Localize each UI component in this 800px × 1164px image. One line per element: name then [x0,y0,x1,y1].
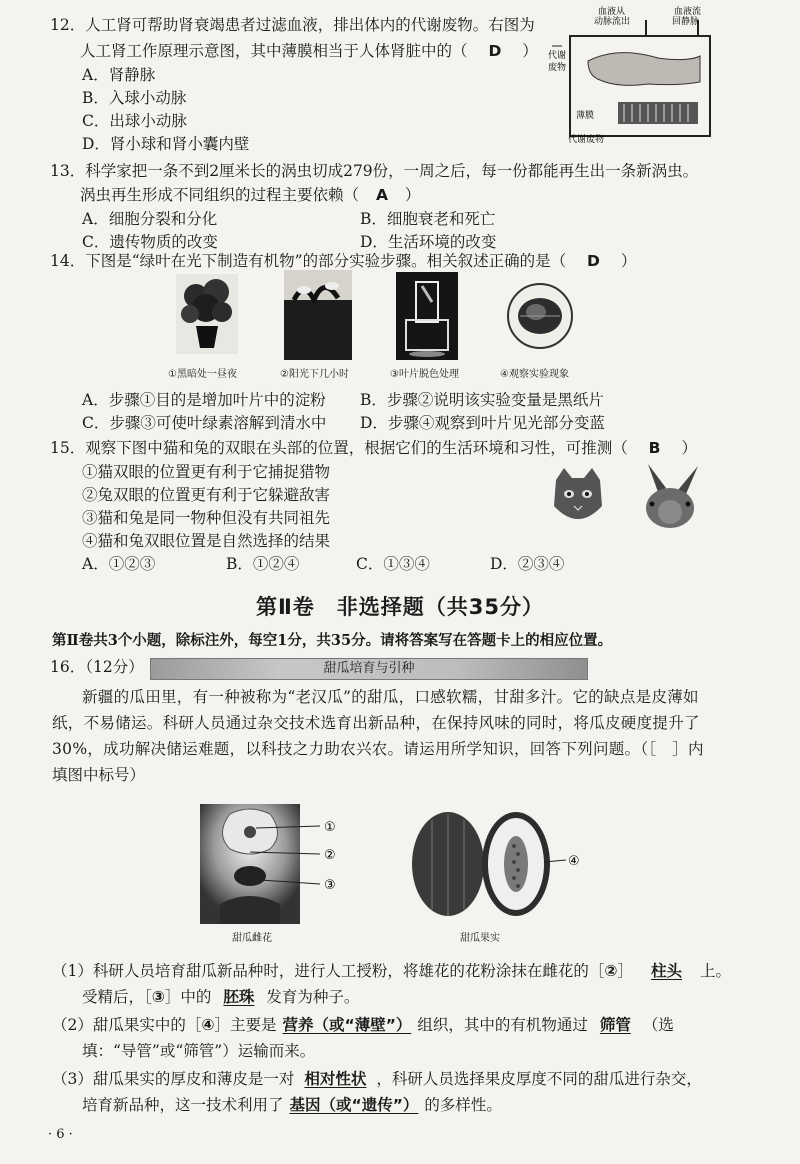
section-title: 第Ⅱ卷 非选择题（共35分） [255,595,545,619]
q13-answer: A [375,186,388,204]
flower-mark-1: ① [324,820,336,835]
q12-stem: 人工肾工作原理示意图，其中薄膜相当于人体肾脏中的（ [80,42,468,60]
decolorize-image [396,272,458,360]
q13-option-d: D．生活环境的改变 [360,233,497,251]
q16-s3-text-a: （3）甜瓜果实的厚皮和薄皮是一对 [52,1070,295,1088]
q14-caption-3: ③叶片脱色处理 [390,369,459,380]
q14-close: ） [620,252,637,270]
q16-para-4: 填图中标号） [52,766,146,784]
q15-statement-3: ③猫和兔是同一物种但没有共同祖先 [82,509,331,527]
q16-s2-answer-2: 筛管 [599,1016,631,1034]
kidney-label-membrane: 薄膜 [576,111,595,121]
q14-caption-2: ②阳光下几小时 [280,369,349,380]
q16-s1-answer-2: 胚珠 [223,988,255,1006]
q16-s3-text-b: ，科研人员选择果皮厚度不同的甜瓜进行杂交， [376,1070,702,1088]
q16-s1-bracket: ］ [617,962,634,980]
caption-flower: 甜瓜雌花 [232,933,272,944]
melon-fruit-diagram [410,810,590,920]
q15-option-c: C．①③④ [356,555,430,573]
q13-line2 [80,184,420,206]
kidney-label-vein: 血液流 [674,7,702,17]
q14-option-c: C．步骤③可使叶绿素溶解到清水中 [82,414,327,432]
q13-stem: 涡虫再生形成不同组织的过程主要依赖（ [80,186,360,204]
q16-s1-text-h: 发育为种子。 [266,988,360,1006]
svg-text:废物: 废物 [548,63,567,73]
q14-line1 [50,250,636,272]
q13-option-b: B．细胞衰老和死亡 [360,210,496,228]
q16-s3-text-d: 的多样性。 [424,1096,502,1114]
q15-statement-1: ①猫双眼的位置更有利于它捕捉猎物 [82,463,331,481]
q16-s3-answer-2: 基因（或“遗传”） [289,1096,419,1114]
q16-para-3: 30%，成功解决储运难题，以科技之力助农兴农。请运用所学知识，回答下列问题。（［ ］内 [52,740,704,758]
section-note: 第Ⅱ卷共3个小题，除标注外，每空1分，共35分。请将答案写在答题卡上的相应位置。 [52,632,613,649]
q15-option-d: D．②③④ [490,555,565,573]
q16-s1-mark-2: ③ [151,988,165,1006]
flower-mark-3: ③ [324,878,336,893]
q16-banner: 甜瓜培育与引种 [150,658,588,680]
artificial-kidney-diagram [548,6,720,146]
flower-mark-2: ② [324,848,336,863]
q16-s3-line1 [52,1068,702,1090]
q14-answer: D [587,252,600,270]
q13-option-a: A．细胞分裂和分化 [82,210,218,228]
q16-s3-answer-1: 相对性状 [304,1070,367,1088]
q15-answer: B [648,439,661,457]
svg-text:回静脉: 回静脉 [672,17,700,27]
caption-fruit: 甜瓜果实 [460,933,500,944]
q16-s1-text-d: 上。 [700,962,732,980]
q13-line1: 13．科学家把一条不到2厘米长的涡虫切成279份，一周之后，每一份都能再生出一条新涡虫。 [50,162,699,180]
sunlight-plant-image [284,270,352,360]
observe-leaf-image [506,282,574,350]
q15-statement-4: ④猫和兔双眼位置是自然选择的结果 [82,532,331,550]
q16-s2-line1 [52,1014,674,1036]
q16-s2-mark: ④ [201,1016,215,1034]
q14-caption-1: ①黑暗处一昼夜 [168,369,237,380]
q12-option-d: D．肾小球和肾小囊内壁 [82,135,250,153]
q16-s2-text-e: （选 [642,1016,674,1034]
q16-s2-line2: 填：“导管”或“筛管”）运输而来。 [82,1042,316,1060]
q12-option-a: A．肾静脉 [82,66,156,84]
q16-s1-text-g: ］中的 [164,988,212,1006]
cat-image [550,466,606,530]
female-flower-diagram [200,804,360,924]
kidney-label-artery: 血液从 [598,7,626,17]
q16-s2-text-d: 组织，其中的有机物通过 [417,1016,588,1034]
q15-option-b: B．①②④ [226,555,300,573]
q15-option-a: A．①②③ [82,555,156,573]
q16-s1-mark: ② [604,962,618,980]
q16-s1-line1 [52,960,731,982]
q14-caption-4: ④观察实验现象 [500,369,569,380]
q13-option-c: C．遗传物质的改变 [82,233,218,251]
q12-line1: 12．人工肾可帮助肾衰竭患者过滤血液，排出体内的代谢废物。右图为 [50,16,535,34]
q16-s1-text-e: 受精后，［ [82,988,152,1006]
q14-stem: 14．下图是“绿叶在光下制造有机物”的部分实验步骤。相关叙述正确的是（ [50,252,567,270]
q15-stem: 15．观察下图中猫和兔的双眼在头部的位置，根据它们的生活环境和习性，可推测（ [50,439,628,457]
q12-answer: D [488,42,502,60]
q16-para-2: 纸，不易储运。科研人员通过杂交技术选育出新品种，在保持风味的同时，将瓜皮硬度提升了 [52,714,700,732]
q16-s1-text-a: （1）科研人员培育甜瓜新品种时，进行人工授粉，将雄花的花粉涂抹在雌花的［ [52,962,605,980]
q12-option-b: B．入球小动脉 [82,89,187,107]
q15-statement-2: ②兔双眼的位置更有利于它躲避敌害 [82,486,331,504]
q16-s2-text-c: ］主要是 [214,1016,277,1034]
q16-s3-line2 [82,1094,502,1116]
q16-para-1: 新疆的瓜田里，有一种被称为“老汉瓜”的甜瓜，口感软糯，甘甜多汁。它的缺点是皮薄如 [82,688,699,706]
q16-s1-answer-1: 柱头 [651,962,683,980]
q14-option-a: A．步骤①目的是增加叶片中的淀粉 [82,391,326,409]
fruit-mark-4: ④ [568,854,580,869]
q12-close: ） [522,42,538,60]
q12-line2 [80,40,538,62]
rabbit-image [636,462,704,534]
svg-text:动脉流出: 动脉流出 [594,17,631,27]
q16-number: 16．（12分） [50,658,144,676]
q16-s3-text-c: 培育新品种，这一技术利用了 [82,1096,284,1114]
kidney-label-waste: 代谢 [548,51,567,61]
dark-plant-image [176,274,238,354]
q16-s1-line2 [82,986,359,1008]
q13-close: ） [404,186,421,204]
q15-close: ） [681,439,697,457]
q14-option-d: D．步骤④观察到叶片见光部分变蓝 [360,414,605,432]
kidney-label-bottom: 代谢废物 [568,135,605,145]
q15-line1 [50,437,697,459]
q12-option-c: C．出球小动脉 [82,112,187,130]
q16-s2-answer-1: 营养（或“薄壁”） [282,1016,412,1034]
q14-option-b: B．步骤②说明该实验变量是黑纸片 [360,391,604,409]
page-number: · 6 · [48,1127,73,1142]
q16-s2-text-a: （2）甜瓜果实中的［ [52,1016,202,1034]
